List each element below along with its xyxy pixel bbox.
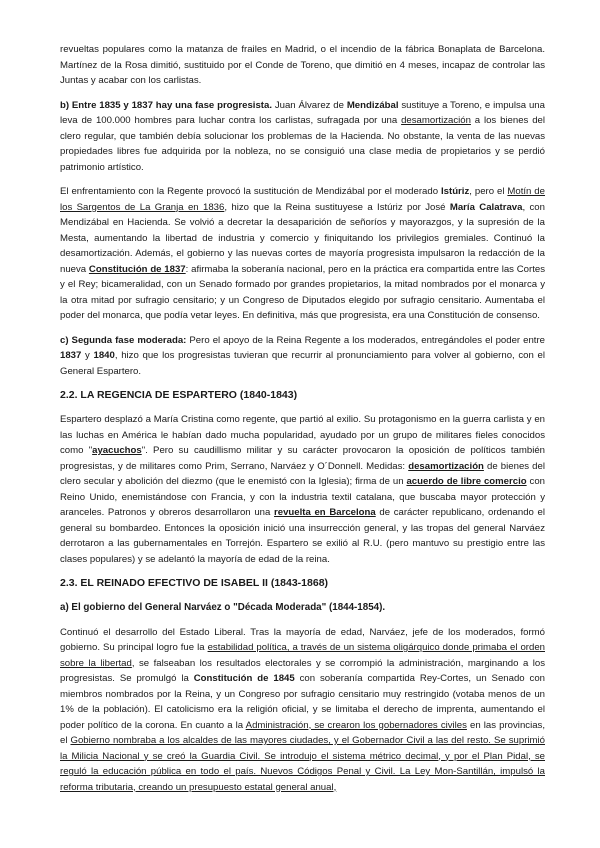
bold-text: 1840 [93,350,115,361]
text: de carácter republicano, ordenando el general su bombardeo. Entonces la oposición inició una insurrección general, y las tropas del general Narváez derrotaron a las gubernamentales en Torrejón. Espartero se exilió al R.U. (pero mantuvo su prestigio entre las clases populares) y se adelantó la mayoría de edad de la reina. [60,507,545,565]
text: a los bienes del clero regular, que también debía solucionar los problemas de la Hacienda. No obstante, la venta de las nuevas propiedades libres fue adquirida por la nobleza, no se consiguió una clase media de propietarios y se perdió patrimonio artístico. [60,115,545,173]
underlined-text: estabilidad política, a través de un sistema oligárquico donde primaba el orden sobre la libertad [60,642,545,669]
text: : afirmaba la soberanía nacional, pero en la práctica era compartida entre las Cortes y el Rey; bicameralidad, con un Senado formado por grandes propietarios, la mitad nombrados por el monarca y la otra mitad por sufragio censitario; y un Congreso de Diputados elegido por sufragio censitario. Aumentaba el poder del monarca, que podía vetar leyes. En definitiva, más que progresista, era una Constitución de consenso. [60,263,545,321]
text: , hizo que los progresistas tuvieran que recurrir al pronunciamiento para volver al gobierno, con el General Espartero. [60,350,545,377]
text: en las provincias, el [60,719,546,746]
text: ". Pero su caudillismo militar y su carácter provocaron la oposición de políticos también progresistas, y de militares como Prim, Serrano, Narváez y O´Donnell. Medidas: [60,445,546,472]
paragraph-segunda-fase [60,333,545,380]
paragraph-revueltas [60,42,545,89]
paragraph-espartero [60,412,545,567]
bold-text: Constitución de 1845 [193,673,295,684]
subsection-heading-narvaez: a) El gobierno del General Narváez o "Década Moderada" (1844-1854). [60,602,386,613]
bold-text: 1837 [60,350,82,361]
underlined-text: Administración, se crearon los gobernadores civiles [245,719,467,731]
underlined-text: revuelta en Barcelona [274,507,376,518]
text: sustituye a Toreno, e impulsa una leva de 100.000 hombres para luchar contra los carlistas, sufragada por una [60,99,545,126]
bold-text: Istúriz [441,186,470,197]
text: , hizo que la Reina sustituyese a Istúriz por José [224,201,450,213]
underlined-text: ayacuchos [92,445,142,456]
text: Continuó el desarrollo del Estado Liberal. Tras la mayoría de edad, Narváez, jefe de los moderados, formó gobierno. Su principal logro fue la [60,626,545,653]
underlined-text: Constitución de 1837 [88,263,186,275]
paragraph-decada-moderada [60,625,545,796]
text: Espartero desplazó a María Cristina como regente, que partió al exilio. Su protagonismo en la guerra carlista y en las luchas en América le habían dado mucha popularidad, ayudado por un grupo de militares fieles conocidos como " [60,414,545,456]
underlined-text: desamortización [401,115,471,126]
text: revueltas populares como la matanza de frailes en Madrid, o el incendio de la fábrica Bonaplata de Barcelona. Martínez de la Rosa dimitió, sustituido por el Conde de Toreno, que dimitió en 4 meses, incapaz de controlar las Juntas y acabar con los carlistas. [60,44,545,86]
text: Juan Álvarez de [272,99,347,111]
bold-text: c) Segunda fase moderada: [60,334,187,346]
underlined-text: acuerdo de libre comercio [406,476,527,487]
bold-text: Mendizábal [346,99,399,111]
text: con soberanía compartida Rey-Cortes, un Senado con miembros nombrados por la Reina, y un Congreso por sufragio censitario muy restringido (votaba menos de un 1% de la población). El catolicismo era la religión oficial, y se limitaba el derecho de imprenta, aumentando el poder político de la corona. En cuanto a la [60,673,546,731]
text: , se falseaban los resultados electorales y se corrompió la administración, marginando a los progresistas. Se promulgó la [60,657,546,684]
text: y [81,350,94,361]
section-heading-reinado-isabel: 2.3. EL REINADO EFECTIVO DE ISABEL II (1843-1868) [60,577,329,589]
document-page [60,42,545,804]
bold-text: María Calatrava [449,201,523,213]
text: , pero el [469,186,508,197]
underlined-text: Motín de los Sargentos de La Granja en 1836 [60,186,545,213]
text: , con Mendizábal en Hacienda. Se volvió a decretar la desaparición de señoríos y mayorazgos, y la supresión de la Mesta, aumentando la libertad de industria y comercio y finiquitando los privilegios gremiales. Continuó la desamortización. Además, el gobierno y las nuevas cortes de mayoría progresista impulsaron la redacción de la nueva [60,201,545,275]
text: con Reino Unido, enemistándose con Francia, y con la industria textil catalana, que buscaba mayor protección y aranceles. Patronos y obreros desarrollaron una [60,476,545,518]
bold-text: b) Entre 1835 y 1837 hay una fase progresista. [60,99,272,111]
underlined-text: Gobierno nombraba a los alcaldes de las mayores ciudades, y el Gobernador Civil a las del resto. Se suprimió la Milicia Nacional y se creó la Guardia Civil. Se introdujo el sistema métrico decimal, y por el Plan Pidal, se reguló la educación pública en todo el país. Nuevos Códigos Penal y Civil. La Ley Mon-Santillán, impulsó la reforma tributaria, creando un presupuesto estatal general anual, [60,735,545,793]
section-heading-regencia-espartero: 2.2. LA REGENCIA DE ESPARTERO (1840-1843) [60,389,298,401]
text: de bienes del clero secular y abolición del diezmo (que le enemistó con la Iglesia); firma de un [60,460,545,487]
underlined-text: desamortización [408,460,484,472]
paragraph-fase-progresista [60,98,545,176]
text: El enfrentamiento con la Regente provocó la sustitución de Mendizábal por el moderado [60,186,441,197]
text: Pero el apoyo de la Reina Regente a los moderados, entregándoles el poder entre [186,334,545,346]
paragraph-enfrentamiento [60,184,545,324]
